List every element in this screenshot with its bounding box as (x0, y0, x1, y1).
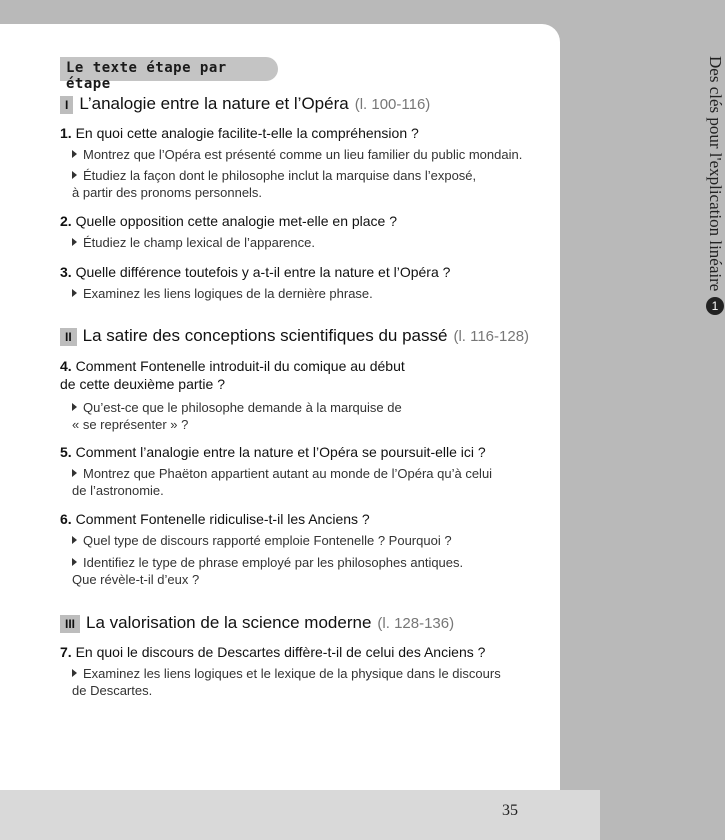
arrow-icon (72, 469, 77, 477)
hint: Montrez que l’Opéra est présenté comme un lieu familier du public mondain. (72, 146, 542, 163)
question-3: 3. Quelle différence toutefois y a-t-il entre la nature et l’Opéra ? (60, 264, 451, 280)
question-7: 7. En quoi le discours de Descartes diffère-t-il de celui des Anciens ? (60, 644, 486, 660)
question-1: 1. En quoi cette analogie facilite-t-elle la compréhension ? (60, 125, 419, 141)
hint: Étudiez le champ lexical de l’apparence. (72, 234, 542, 251)
section-ref: (l. 128-136) (377, 615, 455, 632)
arrow-icon (72, 150, 77, 158)
arrow-icon (72, 289, 77, 297)
section-heading-1 (60, 94, 430, 114)
side-title (562, 56, 725, 346)
section-ref: (l. 100-116) (354, 96, 431, 113)
arrow-icon (72, 536, 77, 544)
section-banner (60, 57, 278, 92)
arrow-icon (72, 238, 77, 246)
chapter-number-badge: 1 (706, 297, 724, 315)
section-title: La satire des conceptions scientifiques du passé (82, 326, 448, 345)
page-footer (0, 790, 600, 840)
question-6: 6. Comment Fontenelle ridiculise-t-il les Anciens ? (60, 511, 370, 527)
section-heading-2 (60, 326, 529, 346)
arrow-icon (72, 558, 77, 566)
question-5: 5. Comment l’analogie entre la nature et l’Opéra se poursuit-elle ici ? (60, 444, 486, 460)
hint: Montrez que Phaëton appartient autant au monde de l’Opéra qu’à celui de l’astronomie. (72, 466, 493, 498)
section-roman: I (60, 96, 73, 114)
section-title: La valorisation de la science moderne (86, 613, 372, 632)
hint: Examinez les liens logiques de la dernière phrase. (72, 285, 542, 302)
hint: Qu’est-ce que le philosophe demande à la marquise de « se représenter » ? (72, 400, 402, 432)
side-title-text: Des clés pour l'explication linéaire (706, 56, 725, 292)
section-title: L’analogie entre la nature et l’Opéra (79, 94, 349, 113)
hint: Identifiez le type de phrase employé par les philosophes antiques. Que révèle-t-il d’eux ? (72, 555, 464, 587)
section-ref: (l. 116-128) (453, 328, 530, 345)
section-heading-3 (60, 613, 454, 633)
section-roman: III (60, 615, 80, 633)
arrow-icon (72, 171, 77, 179)
hint: Quel type de discours rapporté emploie Fontenelle ? Pourquoi ? (72, 532, 542, 549)
hint: Examinez les liens logiques et le lexique de la physique dans le discours de Descartes. (72, 666, 501, 698)
arrow-icon (72, 403, 77, 411)
question-2: 2. Quelle opposition cette analogie met-elle en place ? (60, 213, 398, 229)
page-number: 35 (502, 802, 518, 819)
banner-text: Le texte étape par étape (66, 60, 227, 92)
hint: Étudiez la façon dont le philosophe inclut la marquise dans l’exposé, à partir des pronoms personnels. (72, 168, 477, 200)
question-4: 4. Comment Fontenelle introduit-il du comique au début de cette deuxième partie ? (60, 358, 405, 392)
section-roman: II (60, 328, 77, 346)
arrow-icon (72, 669, 77, 677)
